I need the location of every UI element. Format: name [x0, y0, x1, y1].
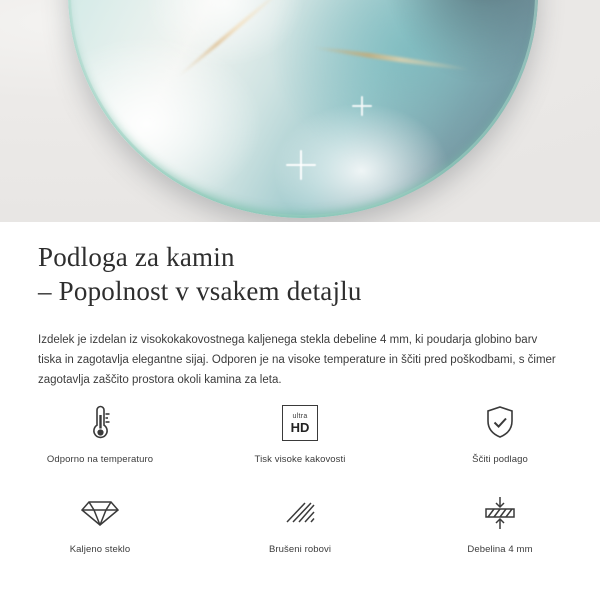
feature-thickness: [400, 485, 600, 555]
page-title-line-2: – Popolnost v vsakem detajlu: [38, 276, 362, 306]
feature-row-1: [0, 395, 600, 465]
diamond-icon: [80, 491, 120, 535]
feature-row-2: [0, 485, 600, 555]
feature-print-quality: [200, 395, 400, 465]
ultra-hd-badge-small-text: ultra: [292, 412, 308, 420]
feature-label: Odporno na temperaturo: [46, 454, 154, 465]
page-title-line-1: Podloga za kamin: [38, 242, 235, 272]
polished-edges-icon: [280, 491, 320, 535]
feature-tempered-glass: [0, 485, 200, 555]
shield-check-icon: [482, 401, 518, 445]
feature-label: Ščiti podlago: [472, 454, 528, 465]
description-paragraph: Izdelek je izdelan iz visokokakovostnega kaljenega stekla debeline 4 mm, ki poudarja globino barv tiska in zagotavlja elegantne sijaj. Odporen je na visoke temperature in ščiti pred poškodbami, s čimer zagotavlja zaščito prostora okoli kamina za leta.: [38, 334, 556, 386]
feature-temperature-resistant: [0, 395, 200, 465]
glass-board-image: [68, 0, 538, 218]
feature-list: [0, 395, 600, 555]
feature-label: Brušeni robovi: [268, 544, 332, 555]
feature-label: Debelina 4 mm: [467, 544, 533, 555]
ultra-hd-icon: [282, 401, 318, 445]
ultra-hd-badge-big-text: HD: [290, 419, 310, 435]
thickness-arrows-icon: [480, 491, 520, 535]
thermometer-icon: [83, 401, 117, 445]
ultra-hd-badge: [282, 405, 318, 441]
hero-image: [0, 0, 600, 222]
feature-protects-surface: [400, 395, 600, 465]
feature-label: Tisk visoke kakovosti: [254, 454, 346, 465]
feature-polished-edges: [200, 485, 400, 555]
page-title: [0, 222, 600, 308]
feature-label: Kaljeno steklo: [69, 544, 131, 555]
text-content: [0, 222, 600, 390]
